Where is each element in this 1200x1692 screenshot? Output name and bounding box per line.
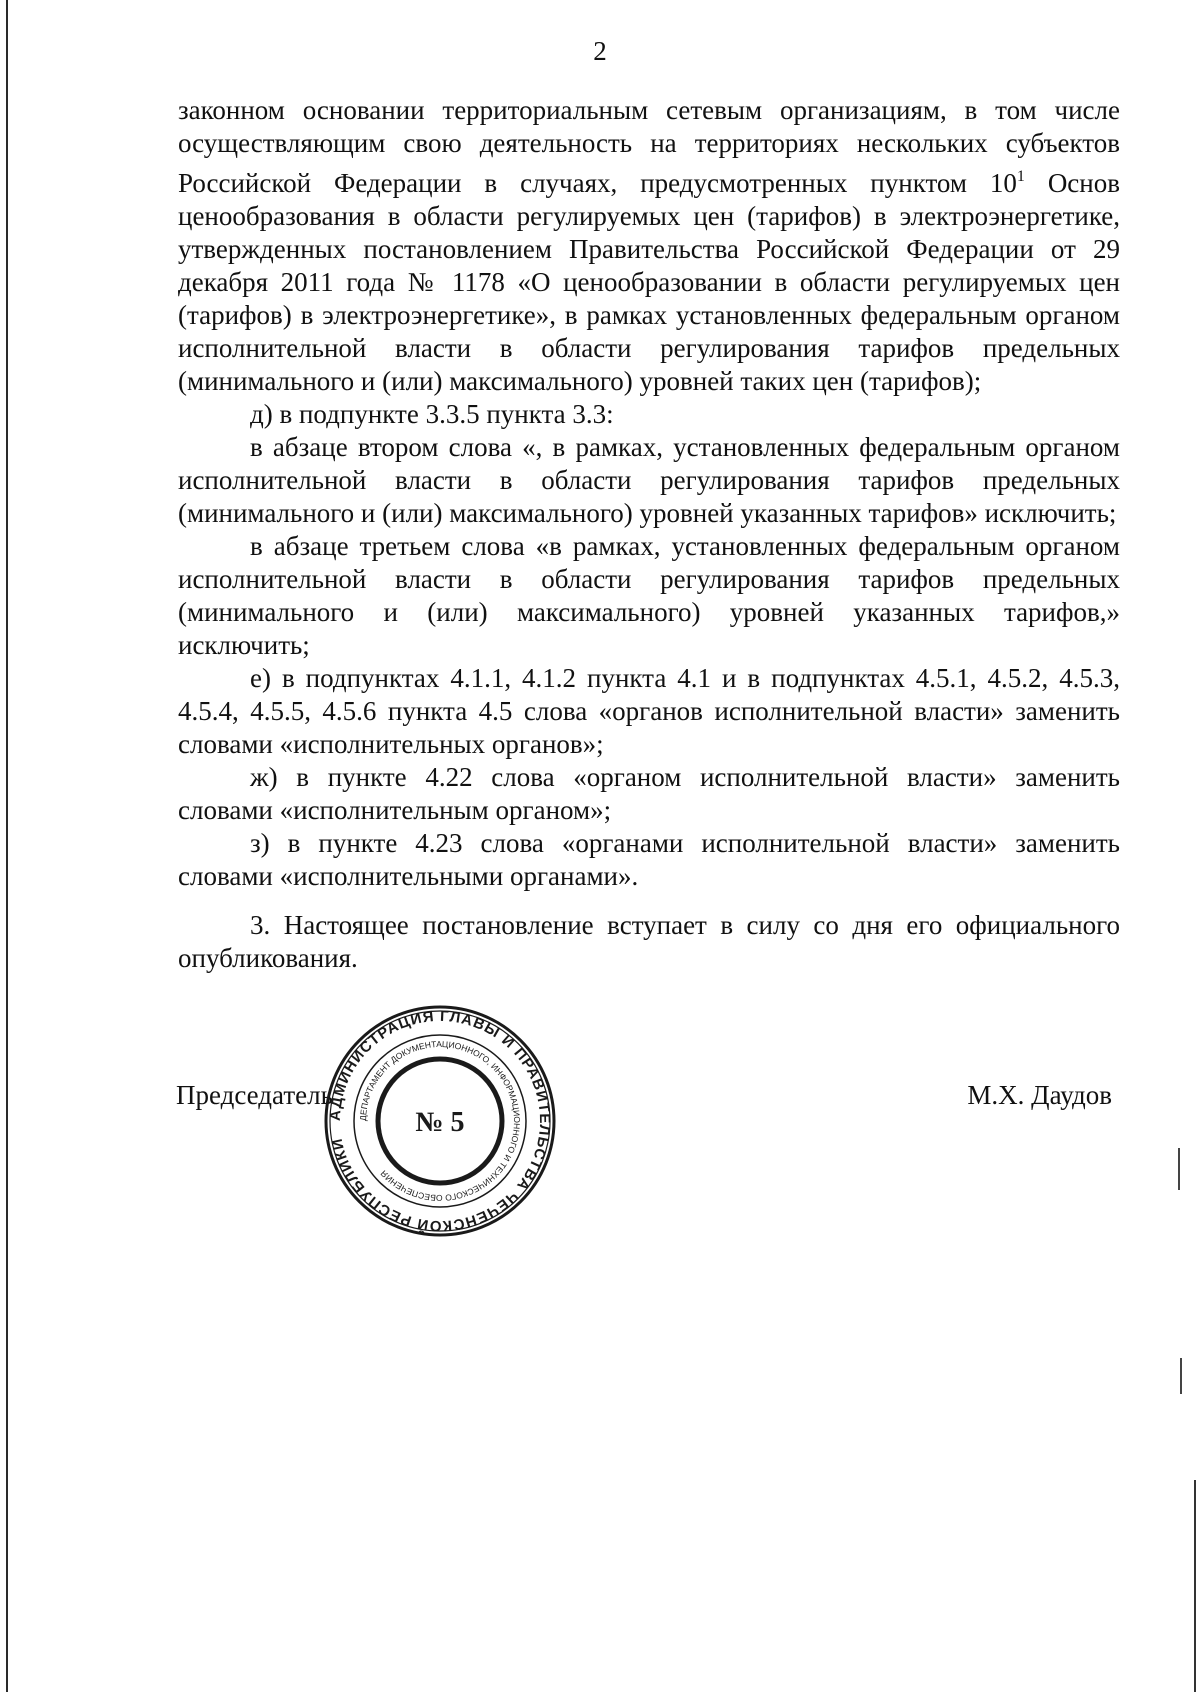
document-body: [178, 94, 1120, 975]
scan-mark: [1180, 1358, 1182, 1394]
paragraph-abzac-2: в абзаце втором слова «, в рамках, установленных федеральным органом исполнительной власти в области регулирования тарифов предельных (минимального и (или) максимального) уровней указанных тарифов» исключить;: [178, 432, 1120, 528]
paragraph-abzac-3: в абзаце третьем слова «в рамках, установленных федеральным органом исполнительной власти в области регулирования тарифов предельных (минимального и (или) максимального) уровней указанных тарифов,» исключить;: [178, 531, 1120, 660]
scan-mark: [1178, 1148, 1180, 1190]
page-number: 2: [593, 36, 607, 66]
signature-title: Председатель: [176, 1080, 333, 1110]
paragraph-continuation: законном основании территориальным сетевым организациям, в том числе осуществляющим свою деятельность на территориях нескольких субъектов Российской Федерации в случаях, предусмотренных пунктом $10^1$ Основ ценообразования в области регулируемых цен (тарифов) в электроэнергетике, утвержденных постановлением Правительства Российской Федерации от 29 декабря 2011 года № 1178 «О ценообразовании в области регулируемых цен (тарифов) в электроэнергетике», в рамках установленных федеральным органом исполнительной власти в области регулирования тарифов предельных (минимального и (или) максимального) уровней таких цен (тарифов);: [178, 95, 1120, 396]
paragraph-subitem-zh: ж) в пункте 4.22 слова «органом исполнительной власти» заменить словами «исполнительным органом»;: [178, 762, 1120, 825]
seal-number: № 5: [415, 1107, 465, 1138]
signature-name: М.Х. Даудов: [967, 1080, 1112, 1110]
seal-outer-text: АДМИНИСТРАЦИЯ ГЛАВЫ И ПРАВИТЕЛЬСТВА ЧЕЧЕНСКОЙ РЕСПУБЛИКИ: [326, 1007, 554, 1235]
paragraph-item-3: 3. Настоящее постановление вступает в силу со дня его официального опубликования.: [178, 910, 1120, 973]
paragraph-subitem-d: д) в подпункте 3.3.5 пункта 3.3:: [250, 399, 614, 429]
scan-edge-left: [6, 0, 8, 1692]
official-seal: [322, 1003, 558, 1239]
clause-ref: $10^1$: [989, 168, 1025, 198]
paragraph-subitem-e: е) в подпунктах 4.1.1, 4.1.2 пункта 4.1 и в подпунктах 4.5.1, 4.5.2, 4.5.3, 4.5.4, 4.5.5, 4.5.6 пункта 4.5 слова «органов исполнительной власти» заменить словами «исполнительных органов»;: [178, 663, 1120, 759]
seal-inner-text: ДЕПАРТАМЕНТ ДОКУМЕНТАЦИОННОГО, ИНФОРМАЦИОННОГО И ТЕХНИЧЕСКОГО ОБЕСПЕЧЕНИЯ: [357, 1038, 523, 1204]
paragraph-subitem-z: з) в пункте 4.23 слова «органами исполнительной власти» заменить словами «исполнительными органами».: [178, 828, 1120, 891]
scan-edge-right: [1194, 1480, 1196, 1692]
